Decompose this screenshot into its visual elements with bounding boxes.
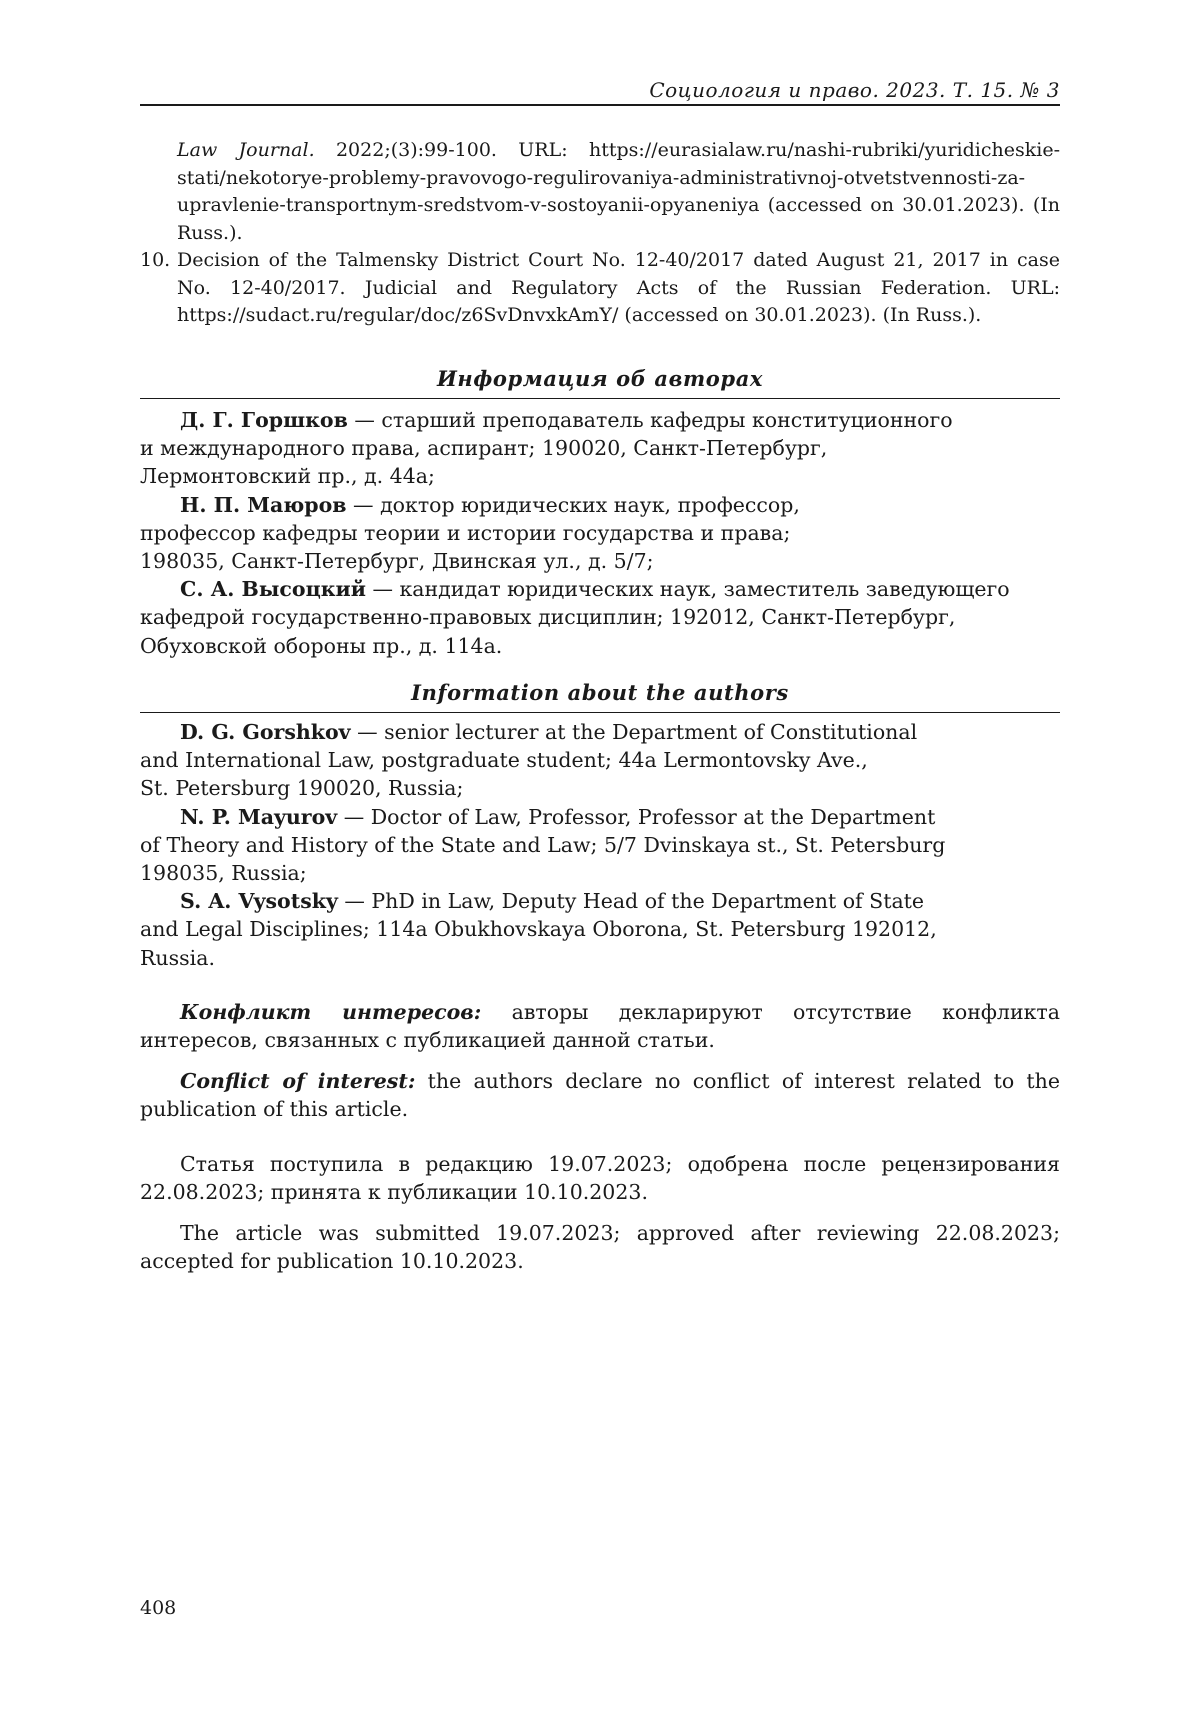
author-name: S. A. Vysotsky: [180, 889, 338, 914]
conflict-ru: [140, 998, 1060, 1054]
running-head: Социология и право. 2023. Т. 15. № 3: [649, 78, 1060, 102]
conflict-ru-text: авторы декларируют отсутствие конфликта интересов, связанных с публикацией данной статьи.: [140, 1000, 1060, 1053]
authors-ru: Д. Г. Горшков — старший преподаватель кафедры конституционного и международного права, аспирант; 190020, Санкт-Петербург, Лермонтовский пр., д. 44а; Н. П. Маюров — доктор юридических наук, профессор, профессор кафедры теории и истории государства и права; 198035, Санкт-Петербург, Двинская ул., д. 5/7; С. А. Высоцкий — кандидат юридических наук, заместитель заведующего кафедрой государственно-правовых дисциплин; 192012, Санкт-Петербург, Обуховской обороны пр., д. 114а.: [140, 406, 1060, 660]
reference-journal-name: Law Journal.: [177, 139, 315, 161]
author-name: Н. П. Маюров: [180, 492, 347, 517]
dates-en: [140, 1219, 1060, 1275]
header-rule: [140, 104, 1060, 106]
author-name: Д. Г. Горшков: [180, 408, 348, 432]
reference-number: 10.: [140, 249, 171, 271]
dates-ru: [140, 1150, 1060, 1206]
reference-list: [140, 137, 1060, 330]
authors-en-rule: [140, 712, 1060, 713]
authors-ru-heading: Информация об авторах: [436, 366, 764, 391]
dates-en-text: The article was submitted 19.07.2023; approved after reviewing 22.08.2023; accepted for publication 10.10.2023.: [140, 1221, 1060, 1274]
authors-ru-rule: [140, 398, 1060, 399]
reference-item-9-continuation: [140, 137, 1060, 247]
authors-en: D. G. Gorshkov — senior lecturer at the Department of Constitutional and International Law, postgraduate student; 44a Lermontovsky Ave., St. Petersburg 190020, Russia; N. P. Mayurov — Doctor of Law, Professor, Professor at the Department of Theory and History of the State and Law; 5/7 Dvinskaya st., St. Petersburg 198035, Russia; S. A. Vysotsky — PhD in Law, Deputy Head of the Department of State and Legal Disciplines; 114a Obukhovskaya Oborona, St. Petersburg 192012, Russia.: [140, 718, 1060, 972]
reference-item-10: [140, 247, 1060, 330]
dates-ru-text: Статья поступила в редакцию 19.07.2023; одобрена после рецензирования 22.08.2023; принята к публикации 10.10.2023.: [140, 1152, 1060, 1205]
page-number: 408: [140, 1597, 177, 1619]
author-entry: S. A. Vysotsky — PhD in Law, Deputy Head of the Department of State: [180, 889, 925, 914]
reference-text: 2022;(3):99-100. URL: https://eurasialaw.ru/nashi-rubriki/yuridicheskie-stati/nekotorye-problemy-pravovogo-regulirovaniya-administrativnoj-otvetstvennosti-za-upravlenie-transportnym-sredstvom-v-sostoyanii-opyaneniya (accessed on 30.01.2023). (In Russ.).: [177, 139, 1060, 244]
conflict-en: [140, 1067, 1060, 1123]
author-name: С. А. Высоцкий: [180, 577, 366, 602]
reference-text: Decision of the Talmensky District Court No. 12-40/2017 dated August 21, 2017 in case No. 12-40/2017. Judicial and Regulatory Acts of the Russian Federation. URL: https://sudact.ru/regular/doc/z6SvDnvxkAmY/ (accessed on 30.01.2023). (In Russ.).: [177, 249, 1060, 326]
author-name: N. P. Mayurov: [180, 804, 338, 829]
author-entry: Д. Г. Горшков — старший преподаватель кафедры конституционного: [180, 408, 953, 432]
conflict-en-text: the authors declare no conflict of interest related to the publication of this article.: [140, 1069, 1060, 1122]
author-entry: D. G. Gorshkov — senior lecturer at the Department of Constitutional: [180, 720, 918, 744]
authors-en-heading: Information about the authors: [411, 680, 789, 705]
author-entry: С. А. Высоцкий — кандидат юридических наук, заместитель заведующего: [180, 577, 1010, 602]
author-entry: Н. П. Маюров — доктор юридических наук, профессор,: [180, 492, 800, 517]
conflict-en-label: Conflict of interest:: [180, 1069, 416, 1093]
author-name: D. G. Gorshkov: [180, 720, 351, 744]
author-entry: N. P. Mayurov — Doctor of Law, Professor, Professor at the Department: [180, 804, 936, 829]
conflict-ru-label: Конфликт интересов:: [180, 1000, 482, 1024]
